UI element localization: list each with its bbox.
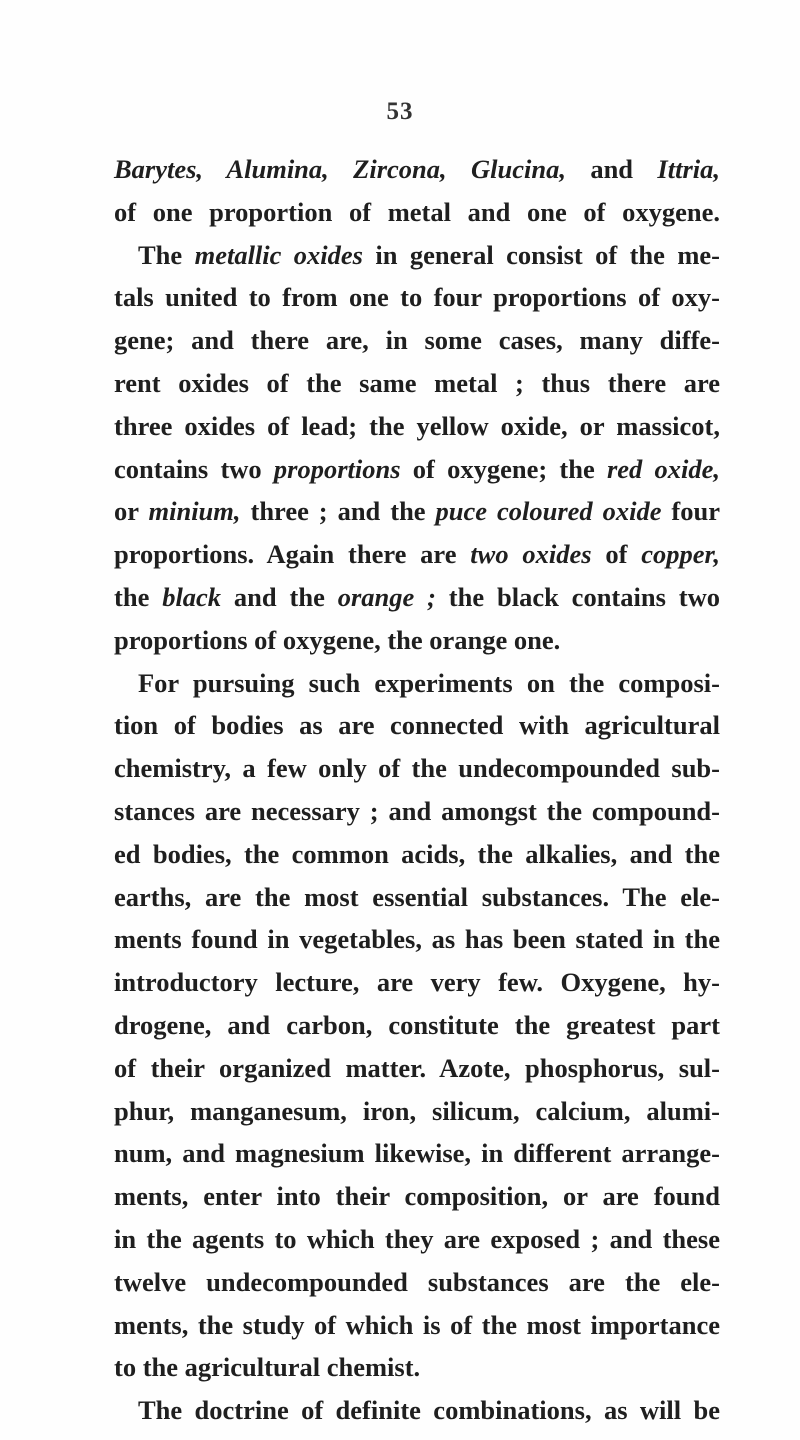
text-line	[114, 1304, 720, 1347]
text-run: ments, the study of which is of the most importance	[114, 1309, 720, 1340]
italic-text: two oxides	[470, 539, 592, 570]
text-line	[114, 1389, 720, 1432]
text-line	[114, 191, 720, 234]
text-run: to the agricultural chemist.	[114, 1352, 421, 1383]
text-run: and	[565, 154, 658, 184]
text-line	[114, 319, 720, 362]
text-run: proportions. Again there are	[114, 539, 471, 570]
text-run: The	[138, 239, 195, 270]
text-run: num, and magnesium likewise, in different arrange-	[114, 1138, 720, 1169]
text-line	[114, 833, 720, 876]
text-run: of one proportion of metal and one of oxygene.	[114, 196, 720, 227]
text-run: in general consist of the me-	[363, 239, 720, 270]
text-line	[114, 1004, 720, 1047]
text-line	[114, 619, 720, 662]
text-line	[114, 533, 720, 576]
text-line	[114, 1175, 720, 1218]
text-line	[114, 576, 720, 619]
text-run: chemistry, a few only of the undecompounded sub-	[114, 753, 720, 784]
text-run: tion of bodies as are connected with agricultural	[114, 710, 720, 741]
text-line	[114, 1090, 720, 1133]
text-run: of oxygene; the	[400, 453, 607, 484]
italic-text: Ittria,	[657, 154, 720, 184]
text-line	[114, 662, 720, 705]
text-run: For pursuing such experiments on the composi-	[138, 667, 720, 698]
text-line	[114, 1218, 720, 1261]
italic-text: proportions	[273, 453, 401, 484]
text-line	[114, 918, 720, 961]
text-run: the	[114, 581, 163, 612]
text-line	[114, 276, 720, 319]
text-line	[114, 490, 720, 533]
italic-text: metallic oxides	[194, 239, 363, 270]
text-line	[114, 876, 720, 919]
text-line	[114, 704, 720, 747]
text-line	[114, 148, 720, 191]
text-run: earths, are the most essential substances. The ele-	[114, 881, 720, 912]
text-line	[114, 1261, 720, 1304]
text-run: phur, manganesum, iron, silicum, calcium, alumi-	[114, 1095, 720, 1126]
text-run: four	[661, 496, 721, 527]
italic-text: Barytes, Alumina, Zircona, Glucina,	[114, 154, 566, 184]
text-line	[114, 1346, 720, 1389]
italic-text: minium,	[148, 496, 241, 527]
text-run: three ; and the	[240, 496, 436, 527]
text-line	[114, 234, 720, 277]
text-run: in the agents to which they are exposed ; and these	[114, 1223, 720, 1254]
text-run: ments found in vegetables, as has been stated in the	[114, 924, 720, 955]
body-text	[114, 148, 720, 1432]
text-run: rent oxides of the same metal ; thus there are	[114, 367, 720, 398]
text-line	[114, 405, 720, 448]
italic-text: copper,	[641, 539, 720, 570]
text-run: ed bodies, the common acids, the alkalies, and the	[114, 838, 720, 869]
text-run: ments, enter into their composition, or are found	[114, 1181, 720, 1212]
text-line	[114, 747, 720, 790]
page-number: 53	[386, 98, 414, 125]
italic-text: black	[162, 581, 222, 612]
text-run: or	[114, 496, 149, 527]
text-run: The doctrine of definite combinations, as will be	[138, 1395, 720, 1426]
text-run: three oxides of lead; the yellow oxide, or massicot,	[114, 410, 720, 441]
text-run: drogene, and carbon, constitute the greatest part	[114, 1009, 720, 1040]
text-run: the black contains two	[435, 581, 720, 612]
text-line	[114, 1047, 720, 1090]
text-run: of their organized matter. Azote, phosphorus, sul-	[114, 1052, 720, 1083]
italic-text: puce coloured oxide	[435, 496, 662, 527]
text-line	[114, 448, 720, 491]
italic-text: orange ;	[337, 581, 436, 612]
text-line	[114, 362, 720, 405]
text-run: gene; and there are, in some cases, many diffe-	[114, 325, 720, 356]
text-run: proportions of oxygene, the orange one.	[114, 624, 561, 655]
text-run: of	[591, 539, 642, 570]
text-line	[114, 790, 720, 833]
text-line	[114, 961, 720, 1004]
text-run: contains two	[114, 453, 274, 484]
italic-text: red oxide,	[606, 453, 721, 484]
text-run: twelve undecompounded substances are the ele-	[114, 1266, 720, 1297]
text-run: tals united to from one to four proportions of oxy-	[114, 282, 720, 313]
text-run: and the	[221, 581, 338, 612]
text-run: stances are necessary ; and amongst the compound-	[114, 795, 720, 826]
text-run: introductory lecture, are very few. Oxygene, hy-	[114, 967, 720, 998]
text-line	[114, 1132, 720, 1175]
